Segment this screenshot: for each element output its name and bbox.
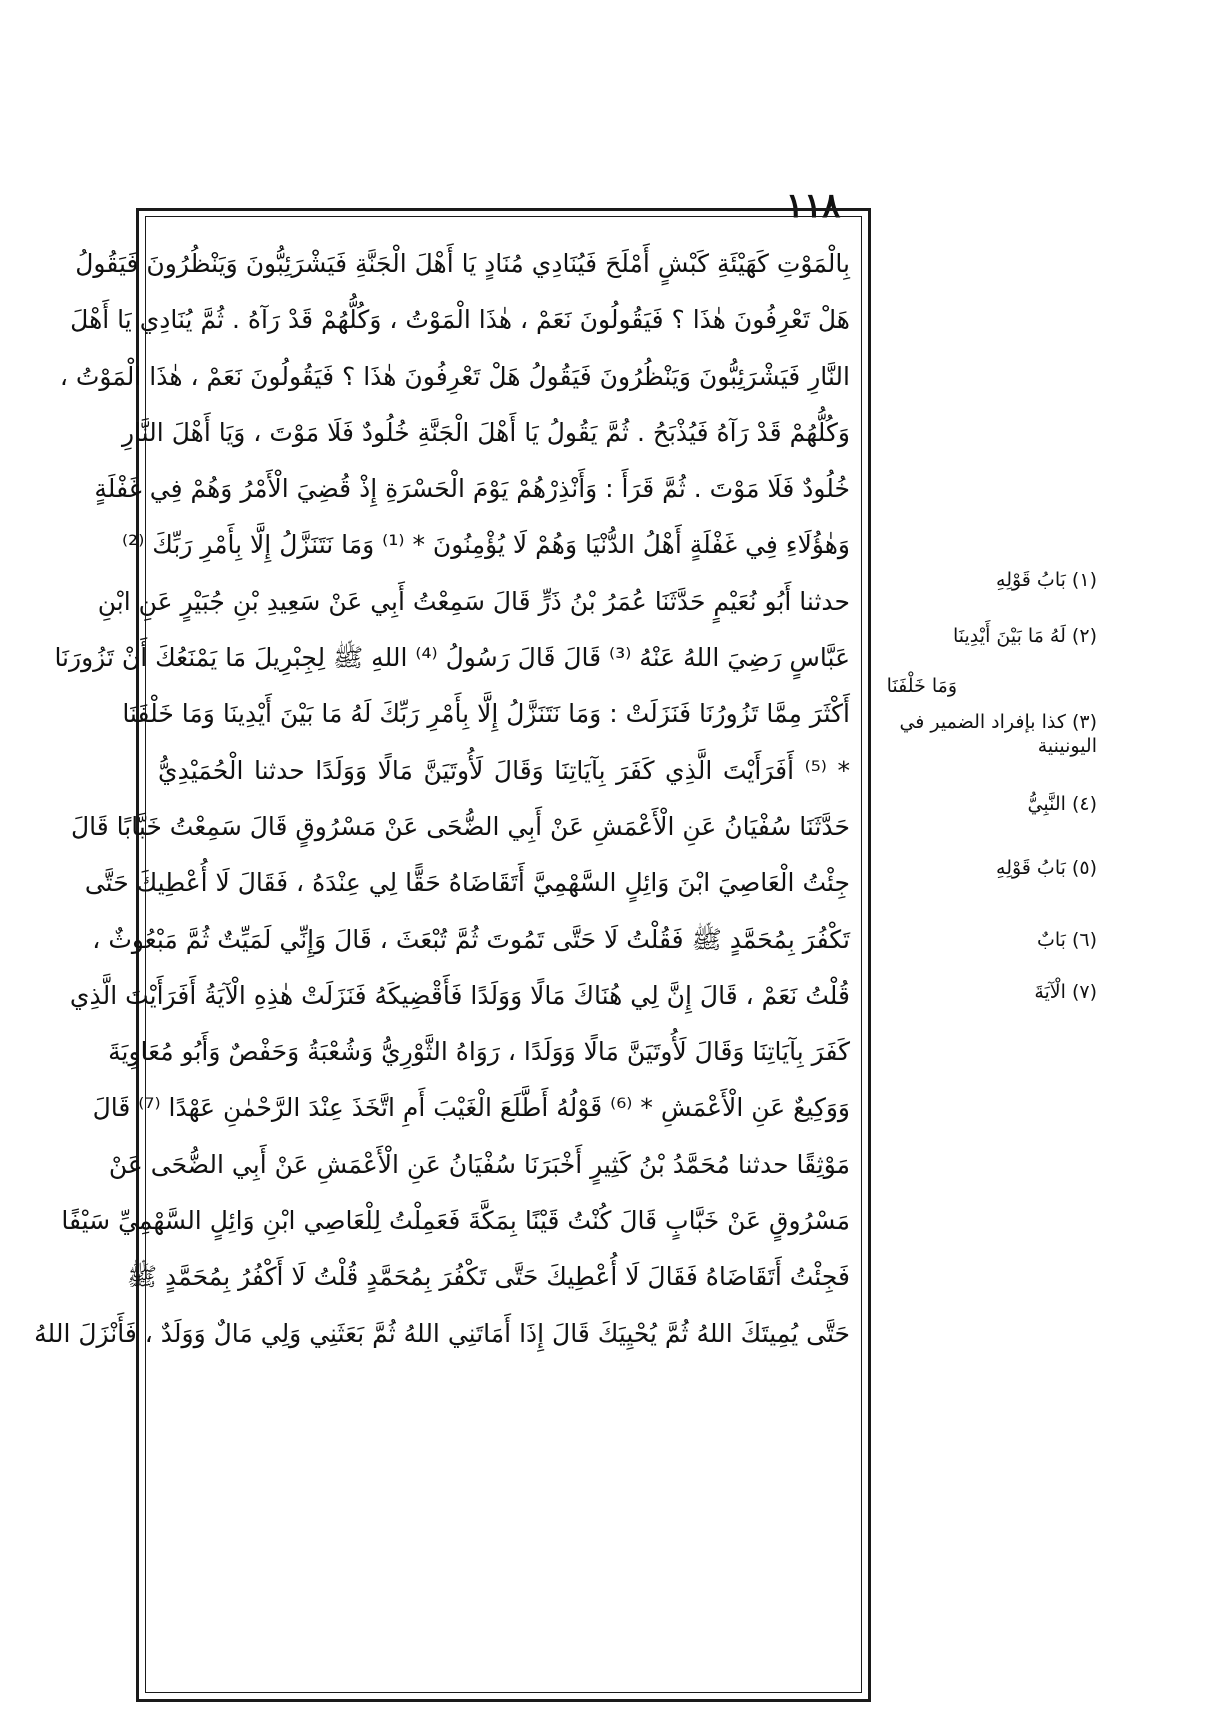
- text-line: حدثنا أَبُو نُعَيْمٍ حَدَّثَنَا عُمَرُ بْنُ ذَرٍّ قَالَ سَمِعْتُ أَبِي عَنْ سَعِيدِ بْنِ جُبَيْرٍ عَنِ ابْنِ: [97, 586, 850, 616]
- margin-note: (٢) لَهُ مَا بَيْنَ أَيْدِينَا: [953, 625, 1097, 647]
- text-line: تَكْفُرَ بِمُحَمَّدٍ ﷺ فَقُلْتُ لَا حَتَّى تَمُوتَ ثُمَّ تُبْعَثَ ، قَالَ وَإِنِّي لَمَيِّتٌ ثُمَّ مَبْعُوثٌ ،: [92, 924, 850, 954]
- text-line: كَفَرَ بِآيَاتِنَا وَقَالَ لَأُوتَيَنَّ مَالًا وَوَلَدًا ، رَوَاهُ الثَّوْرِيُّ وَشُعْبَةُ وَحَفْصٌ وَأَبُو مُعَاوِيَةَ: [108, 1037, 850, 1067]
- margin-note: (٧) الْآيَةَ: [1034, 981, 1097, 1003]
- text-line: هَلْ تَعْرِفُونَ هٰذَا ؟ فَيَقُولُونَ نَعَمْ ، هٰذَا الْمَوْتُ ، وَكُلُّهُمْ قَدْ رَآهُ . ثُمَّ يُنَادِي يَا أَهْلَ: [70, 305, 850, 335]
- text-line: مَسْرُوقٍ عَنْ خَبَّابٍ قَالَ كُنْتُ قَيْنًا بِمَكَّةَ فَعَمِلْتُ لِلْعَاصِي ابْنِ وَائِلٍ السَّهْمِيِّ سَيْفًا: [61, 1206, 850, 1236]
- text-line: وَكُلُّهُمْ قَدْ رَآهُ فَيُذْبَحُ . ثُمَّ يَقُولُ يَا أَهْلَ الْجَنَّةِ خُلُودٌ فَلَا مَوْتَ ، وَيَا أَهْلَ النَّارِ: [121, 417, 850, 447]
- text-line: جِئْتُ الْعَاصِيَ ابْنَ وَائِلٍ السَّهْمِيَّ أَتَقَاضَاهُ حَقًّا لِي عِنْدَهُ ، فَقَالَ لَا أُعْطِيكَ حَتَّى: [84, 868, 850, 898]
- margin-note: (٦) بَابٌ: [1036, 929, 1097, 951]
- text-line: مَوْثِقًا حدثنا مُحَمَّدُ بْنُ كَثِيرٍ أَخْبَرَنَا سُفْيَانُ عَنِ الْأَعْمَشِ عَنْ أَبِي الضُّحَى عَنْ: [108, 1149, 850, 1179]
- text-line: أَكْثَرَ مِمَّا تَزُورُنَا فَنَزَلَتْ : وَمَا نَتَنَزَّلُ إِلَّا بِأَمْرِ رَبِّكَ لَهُ مَا بَيْنَ أَيْدِينَا وَمَا خَلْفَنَا: [122, 699, 850, 729]
- margin-note: (٤) النَّبِيُّ: [1027, 793, 1097, 815]
- text-line: النَّارِ فَيَشْرَئِبُّونَ وَيَنْظُرُونَ فَيَقُولُ هَلْ تَعْرِفُونَ هٰذَا ؟ فَيَقُولُونَ نَعَمْ ، هٰذَا الْمَوْتُ ،: [59, 361, 850, 391]
- text-line: فَجِئْتُ أَتَقَاضَاهُ فَقَالَ لَا أُعْطِيكَ حَتَّى تَكْفُرَ بِمُحَمَّدٍ قُلْتُ لَا أَكْفُرُ بِمُحَمَّدٍ ﷺ: [126, 1262, 850, 1292]
- text-line: عَبَّاسٍ رَضِيَ اللهُ عَنْهُ ⁽³⁾ قَالَ قَالَ رَسُولُ ⁽⁴⁾ اللهِ ﷺ لِجِبْرِيلَ مَا يَمْنَعُكَ أَنْ تَزُورَنَا: [54, 643, 850, 673]
- text-line: حَتَّى يُمِيتَكَ اللهُ ثُمَّ يُحْيِيَكَ قَالَ إِذَا أَمَاتَنِي اللهُ ثُمَّ بَعَثَنِي وَلِي مَالٌ وَوَلَدٌ ، فَأَنْزَلَ اللهُ: [34, 1318, 850, 1348]
- margin-note: وَمَا خَلْفَنَا: [886, 675, 957, 697]
- page-number: ١١٨: [785, 186, 841, 226]
- text-line: وَوَكِيعٌ عَنِ الْأَعْمَشِ * ⁽⁶⁾ قَوْلُهُ أَطَّلَعَ الْغَيْبَ أَمِ اتَّخَذَ عِنْدَ الرَّحْمٰنِ عَهْدًا ⁽⁷⁾ قَالَ: [92, 1093, 850, 1123]
- margin-note: (٥) بَابُ قَوْلِهِ: [996, 857, 1097, 879]
- text-line: وَهٰؤُلَاءِ فِي غَفْلَةٍ أَهْلُ الدُّنْيَا وَهُمْ لَا يُؤْمِنُونَ * ⁽¹⁾ وَمَا نَتَنَزَّلُ إِلَّا بِأَمْرِ رَبِّكَ ⁽²⁾: [122, 530, 850, 560]
- text-line: * ⁽⁵⁾ أَفَرَأَيْتَ الَّذِي كَفَرَ بِآيَاتِنَا وَقَالَ لَأُوتَيَنَّ مَالًا وَوَلَدًا حدثنا الْحُمَيْدِيُّ: [158, 755, 850, 785]
- margin-note: (٣) كذا بإفراد الضمير في اليونينية: [899, 711, 1097, 757]
- margin-note: (١) بَابُ قَوْلِهِ: [996, 569, 1097, 591]
- text-line: حَدَّثَنَا سُفْيَانُ عَنِ الْأَعْمَشِ عَنْ أَبِي الضُّحَى عَنْ مَسْرُوقٍ قَالَ سَمِعْتُ خَبَّابًا قَالَ: [70, 811, 850, 841]
- main-text-block: [34, 236, 850, 1676]
- text-line: خُلُودٌ فَلَا مَوْتَ . ثُمَّ قَرَأَ : وَأَنْذِرْهُمْ يَوْمَ الْحَسْرَةِ إِذْ قُضِيَ الْأَمْرُ وَهُمْ فِي غَفْلَةٍ: [94, 474, 850, 504]
- text-line: قُلْتُ نَعَمْ ، قَالَ إِنَّ لِي هُنَاكَ مَالًا وَوَلَدًا فَأَقْضِيكَهُ فَنَزَلَتْ هٰذِهِ الْآيَةُ أَفَرَأَيْتَ الَّذِي: [69, 980, 850, 1010]
- text-line: بِالْمَوْتِ كَهَيْئَةِ كَبْشٍ أَمْلَحَ فَيُنَادِي مُنَادٍ يَا أَهْلَ الْجَنَّةِ فَيَشْرَئِبُّونَ وَيَنْظُرُونَ فَيَقُولُ: [75, 249, 850, 278]
